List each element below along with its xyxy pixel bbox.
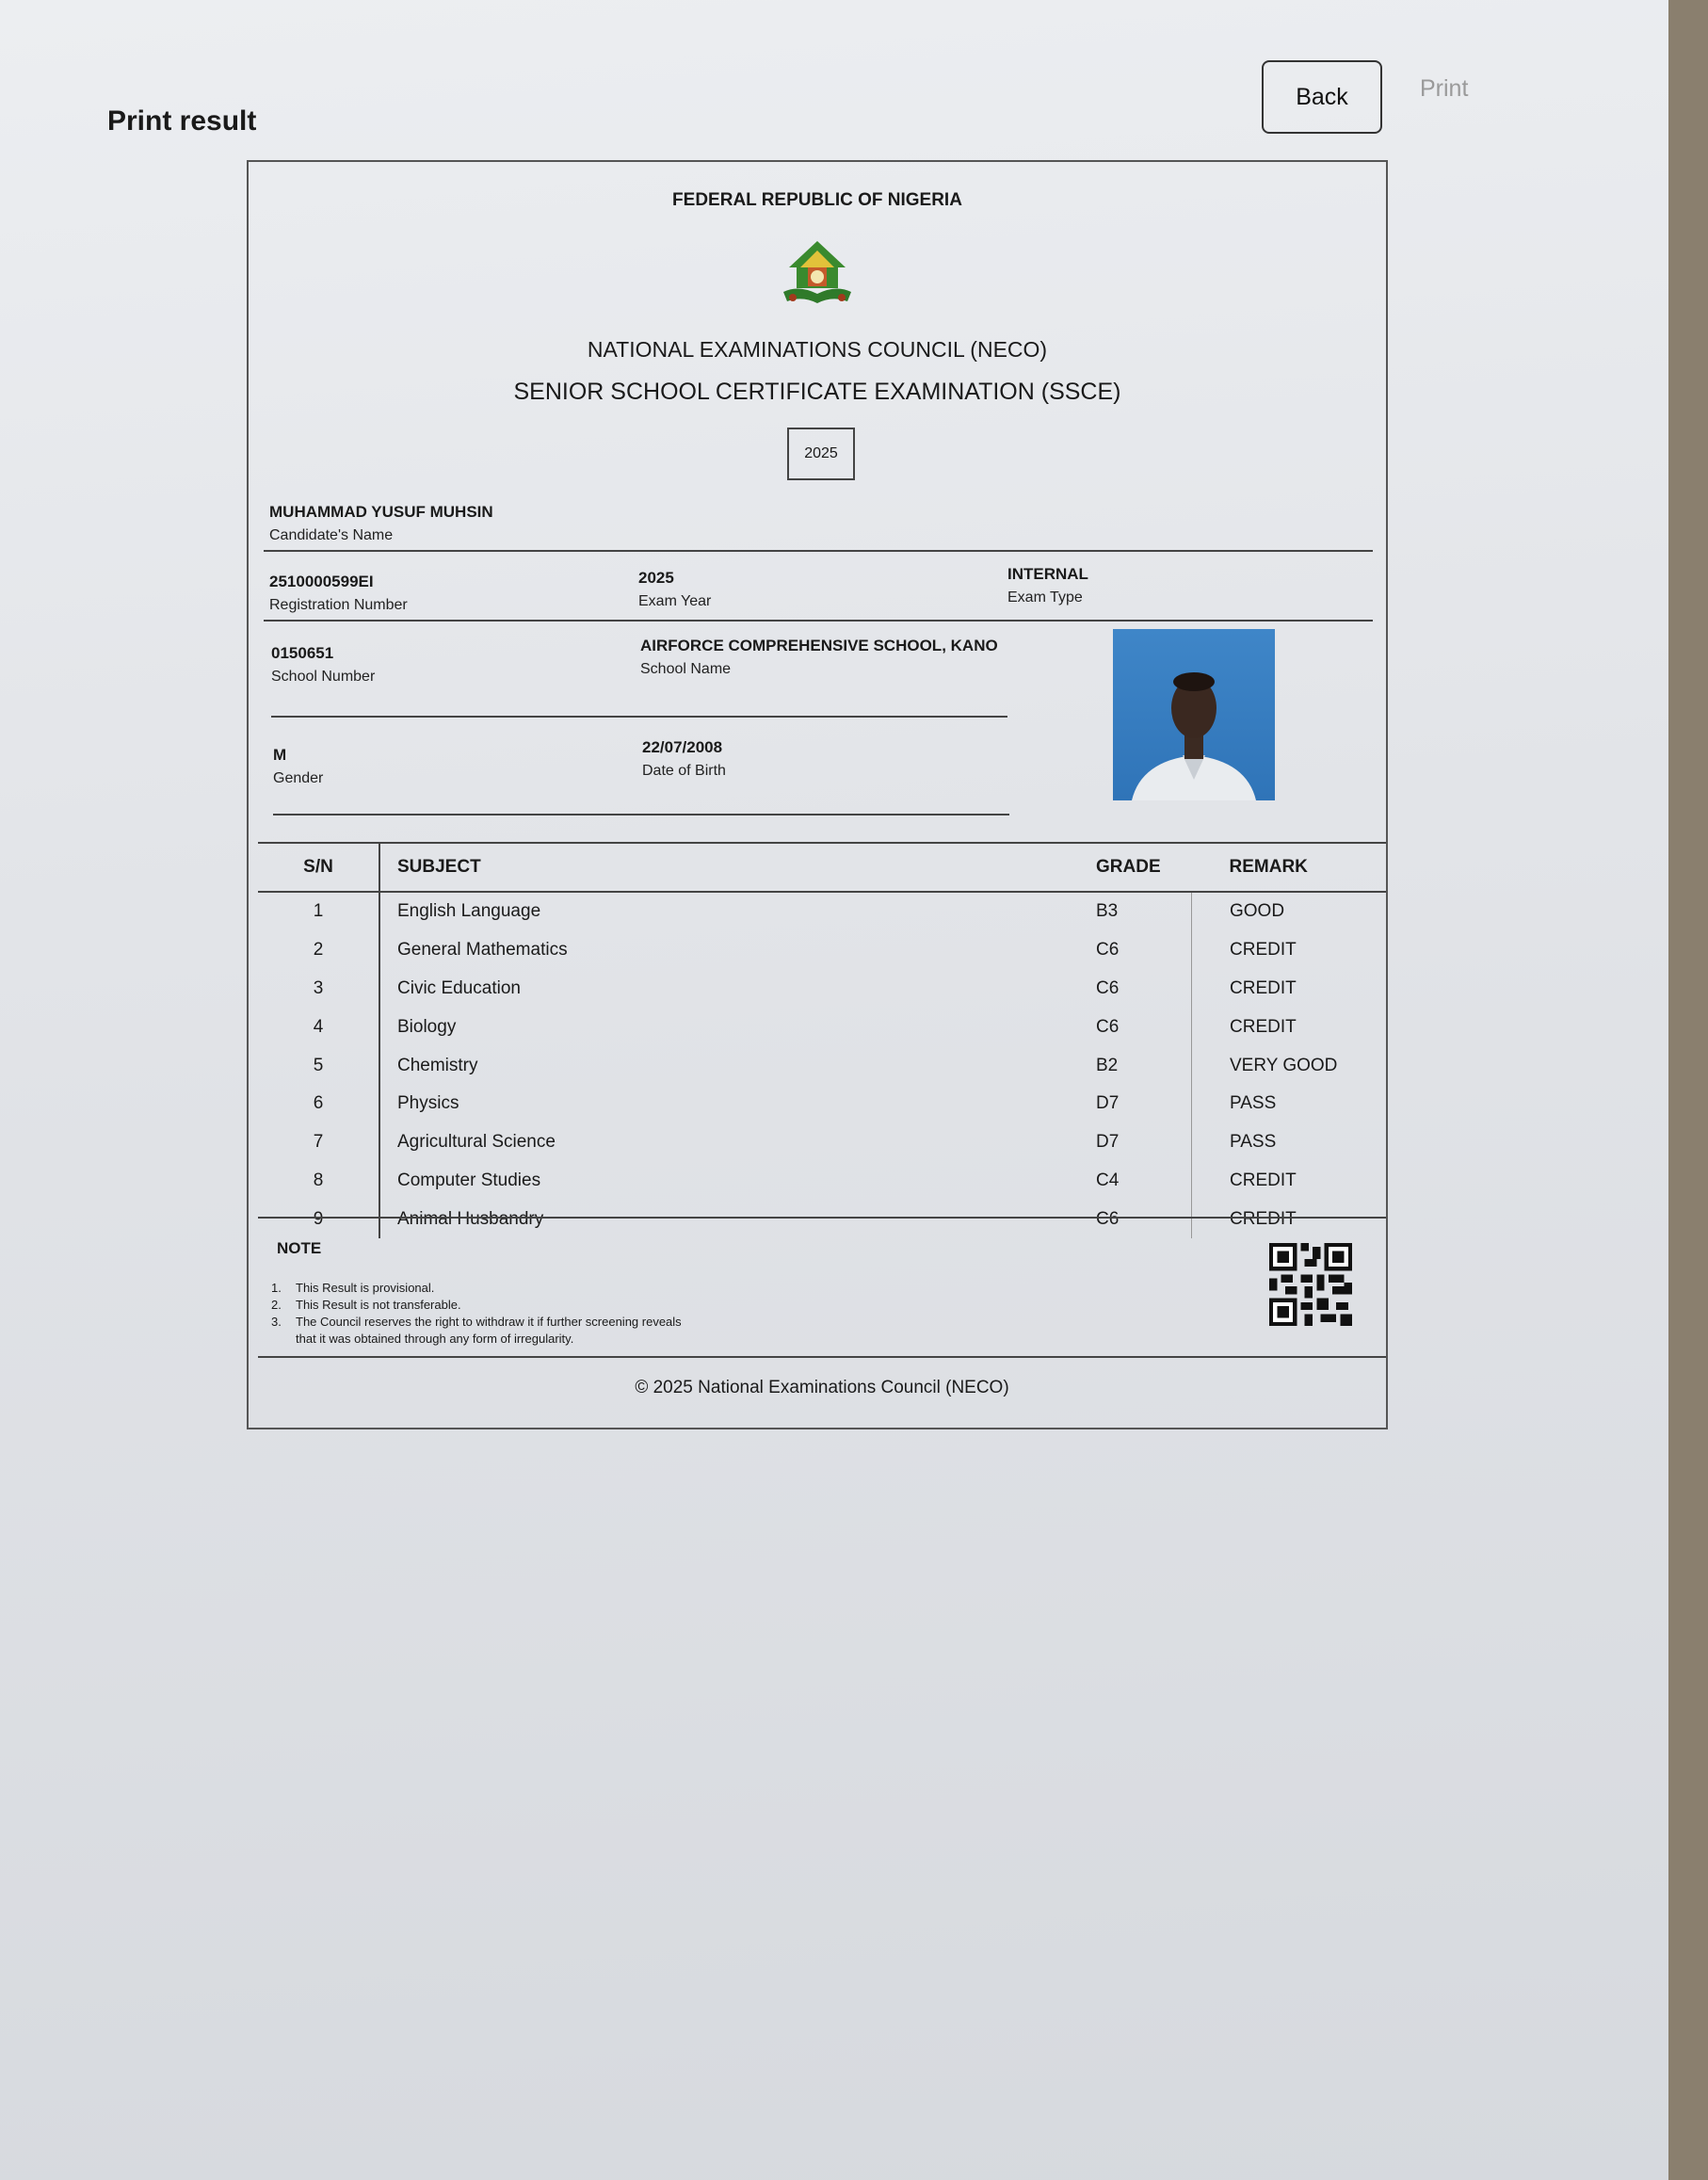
- school-name-label: School Name: [640, 661, 732, 677]
- candidate-name-value: MUHAMMAD YUSUF MUHSIN: [269, 503, 493, 521]
- table-row: [258, 1008, 1386, 1046]
- gender-field: [273, 746, 323, 787]
- registration-label: Registration Number: [269, 597, 408, 613]
- table-row: [258, 1085, 1386, 1123]
- school-name-value: AIRFORCE COMPREHENSIVE SCHOOL, KANO: [640, 637, 998, 654]
- row-sn: 4: [258, 1008, 379, 1046]
- table-header-row: [258, 843, 1386, 892]
- row-grade: C6: [1095, 970, 1192, 1009]
- row-subject: English Language: [397, 901, 541, 922]
- school-number-value: 0150651: [271, 644, 334, 662]
- row-sn: 1: [258, 892, 379, 931]
- row-grade: C6: [1095, 931, 1192, 970]
- table-row: [258, 1162, 1386, 1201]
- row-grade: D7: [1095, 1123, 1192, 1162]
- neco-logo-icon: [780, 239, 855, 307]
- row-grade: B3: [1095, 892, 1192, 931]
- row-remark: CREDIT: [1230, 1170, 1297, 1190]
- row-remark: PASS: [1230, 1132, 1277, 1153]
- divider-line: [273, 814, 1009, 815]
- divider-line: [264, 550, 1373, 552]
- row-remark: CREDIT: [1230, 977, 1297, 998]
- page-title: Print result: [107, 105, 257, 137]
- note-item: 3. The Council reserves the right to withdraw it if further screening reveals: [271, 1315, 682, 1329]
- row-subject: Chemistry: [397, 1055, 478, 1075]
- row-subject: Civic Education: [397, 977, 521, 998]
- country-heading: FEDERAL REPUBLIC OF NIGERIA: [672, 190, 962, 210]
- exam-year-label: Exam Year: [638, 593, 712, 609]
- candidate-name-field: [269, 503, 493, 544]
- council-name: NATIONAL EXAMINATIONS COUNCIL (NECO): [587, 337, 1048, 362]
- copyright-footer: © 2025 National Examinations Council (NECO): [258, 1356, 1386, 1418]
- gender-label: Gender: [273, 770, 324, 786]
- table-row: [258, 1123, 1386, 1162]
- header-remark: REMARK: [1229, 857, 1308, 877]
- row-sn: 6: [258, 1085, 379, 1123]
- row-subject: Biology: [397, 1016, 457, 1037]
- table-row: [258, 970, 1386, 1009]
- school-number-label: School Number: [271, 669, 376, 685]
- row-subject: Physics: [397, 1093, 459, 1114]
- exam-type-value: INTERNAL: [1007, 565, 1088, 583]
- print-button[interactable]: Print: [1420, 75, 1469, 102]
- dob-label: Date of Birth: [642, 763, 726, 779]
- row-sn: 2: [258, 931, 379, 970]
- row-remark: GOOD: [1230, 901, 1285, 922]
- divider-line: [264, 620, 1373, 622]
- exam-type-field: [1007, 565, 1088, 606]
- result-certificate: [247, 160, 1388, 1429]
- row-sn: 7: [258, 1123, 379, 1162]
- row-sn: 9: [258, 1200, 379, 1238]
- row-remark: PASS: [1230, 1093, 1277, 1114]
- exam-year-value: 2025: [638, 569, 674, 587]
- table-row: [258, 1046, 1386, 1085]
- table-row: [258, 931, 1386, 970]
- candidate-photo: [1113, 629, 1275, 800]
- row-subject: Agricultural Science: [397, 1132, 556, 1153]
- header-subject: SUBJECT: [397, 857, 481, 877]
- row-subject: General Mathematics: [397, 940, 568, 961]
- registration-value: 2510000599EI: [269, 573, 374, 590]
- note-title: NOTE: [277, 1239, 322, 1257]
- exam-title: SENIOR SCHOOL CERTIFICATE EXAMINATION (SSCE): [513, 379, 1121, 405]
- header-grade: GRADE: [1096, 857, 1161, 877]
- gender-value: M: [273, 746, 287, 764]
- row-grade: C4: [1095, 1162, 1192, 1201]
- row-remark: CREDIT: [1230, 940, 1297, 961]
- results-table: [258, 842, 1386, 1238]
- row-subject: Animal Husbandry: [397, 1208, 544, 1229]
- exam-year-field: [638, 569, 711, 610]
- row-sn: 8: [258, 1162, 379, 1201]
- row-sn: 3: [258, 970, 379, 1009]
- table-row: [258, 892, 1386, 931]
- dob-value: 22/07/2008: [642, 738, 723, 756]
- dob-field: [642, 738, 726, 780]
- note-item: that it was obtained through any form of irregularity.: [296, 1332, 574, 1346]
- qr-code-icon: [1269, 1243, 1352, 1326]
- row-remark: VERY GOOD: [1230, 1055, 1338, 1075]
- row-grade: C6: [1095, 1200, 1192, 1238]
- row-remark: CREDIT: [1230, 1016, 1297, 1037]
- school-name-field: [640, 637, 998, 678]
- header-sn: S/N: [258, 843, 379, 892]
- row-grade: D7: [1095, 1085, 1192, 1123]
- row-subject: Computer Studies: [397, 1170, 541, 1190]
- back-button[interactable]: Back: [1262, 60, 1382, 134]
- row-remark: CREDIT: [1230, 1208, 1297, 1229]
- note-section: [258, 1217, 1386, 1358]
- note-item: 2. This Result is not transferable.: [271, 1298, 461, 1312]
- row-grade: B2: [1095, 1046, 1192, 1085]
- school-number-field: [271, 644, 375, 686]
- note-item: 1. This Result is provisional.: [271, 1281, 435, 1295]
- exam-type-label: Exam Type: [1007, 589, 1083, 606]
- divider-line: [271, 716, 1007, 718]
- row-sn: 5: [258, 1046, 379, 1085]
- exam-year-box: 2025: [787, 428, 855, 480]
- registration-field: [269, 573, 408, 614]
- note-list: [271, 1281, 682, 1348]
- candidate-name-label: Candidate's Name: [269, 527, 394, 543]
- row-grade: C6: [1095, 1008, 1192, 1046]
